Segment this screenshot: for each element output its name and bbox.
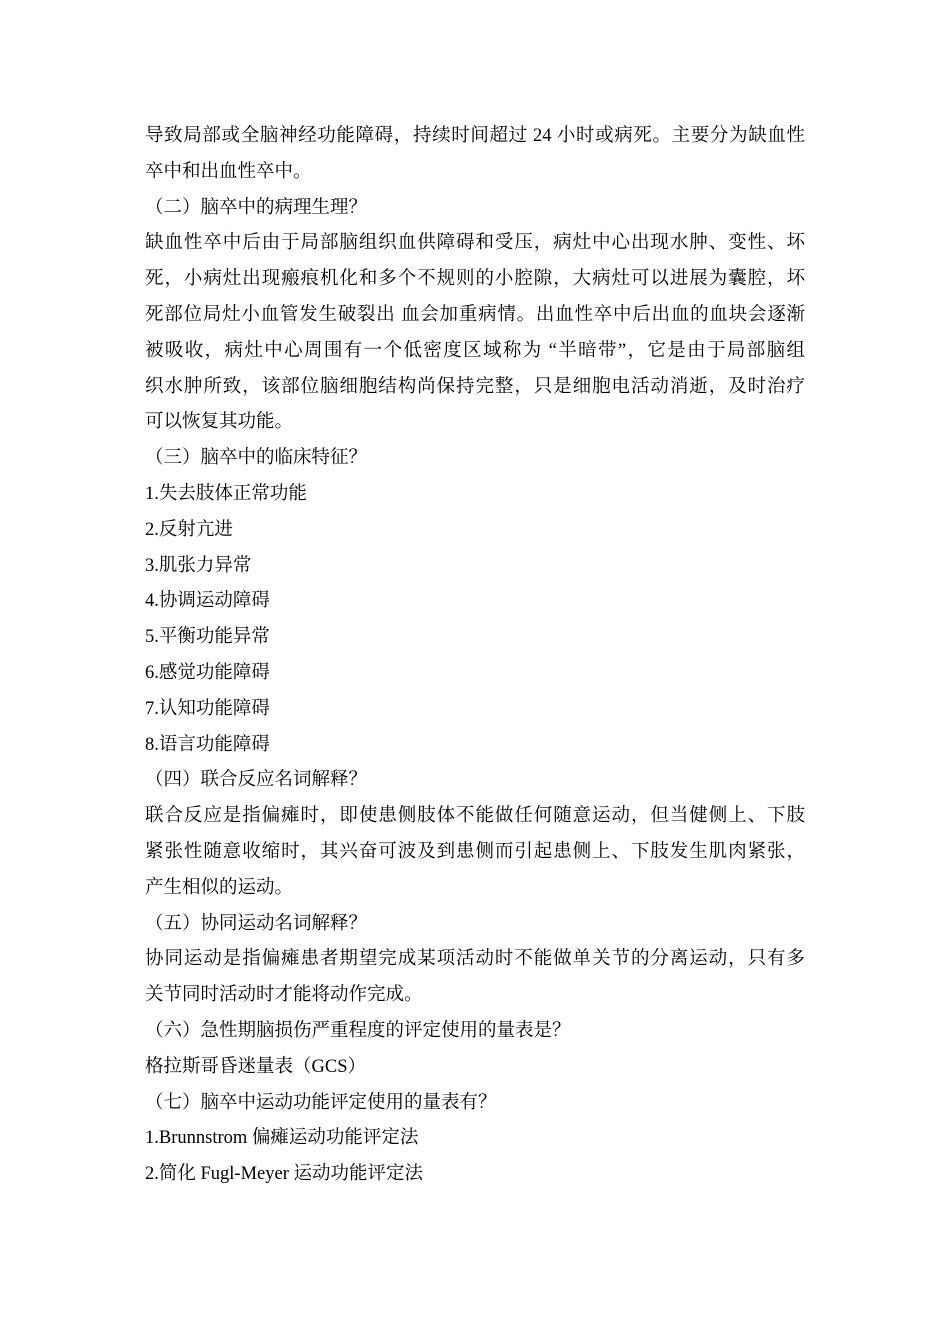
paragraph-line: 织水肿所致，该部位脑细胞结构尚保持完整，只是细胞电活动消逝，及时治疗 bbox=[145, 376, 805, 397]
intro-line: 卒中和出血性卒中。 bbox=[145, 161, 312, 182]
list-item: 2.简化 Fugl-Meyer 运动功能评定法 bbox=[145, 1164, 423, 1185]
section-heading-acute-assessment-scale: （六）急性期脑损伤严重程度的评定使用的量表是？ bbox=[145, 1020, 571, 1041]
list-item: 7.认知功能障碍 bbox=[145, 698, 270, 719]
document-body bbox=[145, 119, 805, 1193]
section-heading-clinical-features: （三）脑卒中的临床特征？ bbox=[145, 448, 368, 469]
paragraph-line: 紧张性随意收缩时，其兴奋可波及到患侧而引起患侧上、下肢发生肌肉紧张， bbox=[145, 841, 805, 862]
paragraph-line: 产生相似的运动。 bbox=[145, 877, 294, 898]
list-item: 1.Brunnstrom 偏瘫运动功能评定法 bbox=[145, 1128, 419, 1149]
paragraph-line: 关节同时活动时才能将动作完成。 bbox=[145, 985, 423, 1006]
section-heading-pathophysiology: （二）脑卒中的病理生理？ bbox=[145, 197, 368, 218]
list-item: 1.失去肢体正常功能 bbox=[145, 483, 307, 504]
intro-line: 导致局部或全脑神经功能障碍，持续时间超过 24 小时或病死。主要分为缺血性 bbox=[145, 126, 805, 146]
paragraph-line: 被吸收，病灶中心周围有一个低密度区域称为 “半暗带”，它是由于局部脑组 bbox=[145, 340, 805, 361]
list-item: 4.协调运动障碍 bbox=[145, 591, 270, 612]
list-item: 5.平衡功能异常 bbox=[145, 627, 270, 648]
paragraph-line: 缺血性卒中后由于局部脑组织血供障碍和受压，病灶中心出现水肿、变性、坏 bbox=[145, 233, 805, 254]
section-heading-associated-reaction: （四）联合反应名词解释？ bbox=[145, 770, 368, 791]
section-heading-motor-assessment-scales: （七）脑卒中运动功能评定使用的量表有？ bbox=[145, 1092, 497, 1113]
paragraph-line: 死，小病灶出现瘢痕机化和多个不规则的小腔隙，大病灶可以进展为囊腔，坏 bbox=[145, 269, 805, 290]
list-item: 8.语言功能障碍 bbox=[145, 734, 270, 755]
paragraph-line: 联合反应是指偏瘫时，即使患侧肢体不能做任何随意运动，但当健侧上、下肢 bbox=[145, 806, 805, 827]
section-heading-synergy-movement: （五）协同运动名词解释？ bbox=[145, 913, 368, 934]
paragraph-line: 格拉斯哥昏迷量表（GCS） bbox=[145, 1056, 366, 1077]
list-item: 3.肌张力异常 bbox=[145, 555, 252, 576]
list-item: 6.感觉功能障碍 bbox=[145, 662, 270, 683]
paragraph-line: 死部位局灶小血管发生破裂出 血会加重病情。出血性卒中后出血的血块会逐渐 bbox=[145, 304, 805, 325]
list-item: 2.反射亢进 bbox=[145, 519, 233, 540]
paragraph-line: 可以恢复其功能。 bbox=[145, 412, 294, 433]
paragraph-line: 协同运动是指偏瘫患者期望完成某项活动时不能做单关节的分离运动，只有多 bbox=[145, 949, 805, 970]
